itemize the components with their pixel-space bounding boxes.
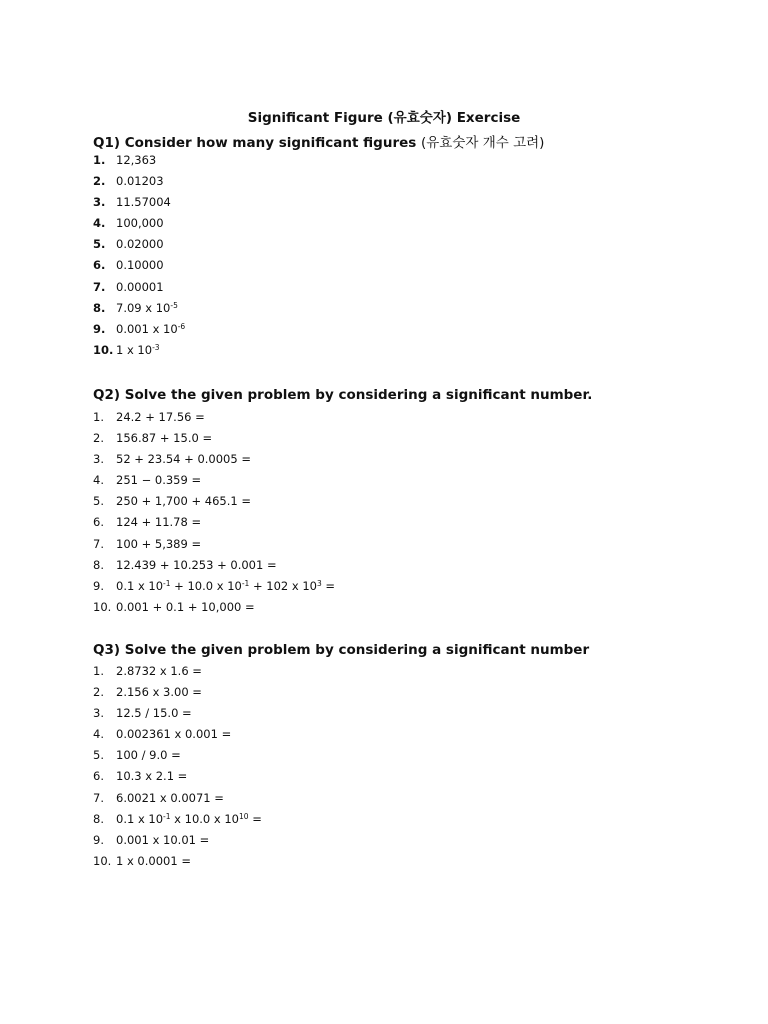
item-number: 8.: [93, 811, 104, 826]
q1-item: [93, 213, 185, 234]
item-expression: [116, 280, 164, 294]
expression-part: 0.1 x 10: [116, 578, 164, 593]
expression-text: 12.5 / 15.0 =: [116, 706, 192, 721]
item-expression: [116, 258, 164, 272]
q1-item: [93, 150, 185, 171]
q1-heading-note: (유효숫자 개수 고려): [421, 135, 545, 151]
q1-list: [93, 150, 185, 361]
item-expression: [116, 216, 164, 230]
q1-heading-text: Q1) Consider how many significant figures: [93, 135, 417, 151]
expression-text: 156.87 + 15.0 =: [116, 431, 213, 446]
q3-item: [93, 830, 262, 851]
exponent: -5: [170, 300, 178, 310]
item-number: 7.: [93, 279, 106, 294]
item-expression: [116, 769, 187, 783]
expression-text: 0.001 x 10: [116, 321, 178, 336]
q1-heading: [93, 131, 544, 151]
q3-list: [93, 661, 262, 872]
item-number: 8.: [93, 557, 104, 572]
item-expression: [116, 685, 202, 699]
item-number: 4.: [93, 727, 104, 742]
expression-text: 11.57004: [116, 195, 171, 210]
expression-part: + 102 x 10: [249, 578, 317, 593]
q1-item: [93, 255, 185, 276]
item-expression: [116, 706, 192, 720]
expression-text: 12.439 + 10.253 + 0.001 =: [116, 557, 277, 572]
q2-item: [93, 407, 335, 428]
expression-text: 100 + 5,389 =: [116, 536, 202, 551]
exponent: -6: [177, 321, 186, 331]
item-number: 1.: [93, 153, 106, 167]
item-number: 7.: [93, 790, 104, 805]
q1-item: [93, 298, 185, 319]
q2-heading: Q2) Solve the given problem by considering a significant number.: [93, 387, 593, 403]
item-expression: [116, 791, 224, 805]
q2-item: [93, 534, 335, 555]
item-number: 5.: [93, 494, 104, 509]
expression-text: 0.002361 x 0.001 =: [116, 727, 232, 742]
q3-item: [93, 745, 262, 766]
q2-list: [93, 407, 335, 618]
q3-item: [93, 809, 262, 830]
item-expression: [116, 833, 209, 847]
q1-item: [93, 319, 185, 340]
q1-item: [93, 171, 185, 192]
item-number: 6.: [93, 515, 104, 530]
item-expression: [116, 854, 191, 868]
exponent: -1: [163, 578, 171, 588]
q1-item: [93, 340, 185, 361]
expression-part: 0.1 x 10: [116, 811, 164, 826]
expression-text: 52 + 23.54 + 0.0005 =: [116, 452, 251, 467]
expression-text: 0.001 x 10.01 =: [116, 832, 210, 847]
item-number: 10.: [93, 342, 114, 357]
item-number: 4.: [93, 473, 104, 488]
item-number: 6.: [93, 258, 106, 273]
item-expression: [116, 195, 171, 209]
item-number: 9.: [93, 578, 104, 593]
item-expression: [116, 748, 181, 762]
item-number: 4.: [93, 216, 106, 231]
item-number: 10.: [93, 853, 112, 868]
expression-text: 100 / 9.0 =: [116, 748, 181, 763]
item-expression: [116, 174, 164, 188]
expression-text: 0.001 + 0.1 + 10,000 =: [116, 599, 255, 614]
q1-item: [93, 234, 185, 255]
item-number: 2.: [93, 174, 106, 189]
expression-text: 2.8732 x 1.6 =: [116, 664, 202, 678]
item-number: 6.: [93, 769, 104, 784]
q3-item: [93, 682, 262, 703]
item-expression: [116, 600, 255, 614]
item-number: 5.: [93, 748, 104, 763]
exponent: -1: [163, 811, 171, 821]
expression-part: + 10.0 x 10: [170, 578, 242, 593]
q3-heading: Q3) Solve the given problem by considering a significant number: [93, 642, 590, 658]
q2-item: [93, 449, 335, 470]
item-expression: [116, 153, 156, 167]
q2-item: [93, 512, 335, 533]
expression-text: 6.0021 x 0.0071 =: [116, 790, 224, 805]
item-expression: [116, 452, 251, 466]
item-number: 3.: [93, 706, 104, 721]
item-number: 5.: [93, 237, 106, 252]
item-expression: [116, 322, 185, 336]
q2-item: [93, 470, 335, 491]
item-number: 8.: [93, 300, 106, 315]
item-number: 9.: [93, 832, 104, 847]
item-number: 2.: [93, 685, 104, 700]
item-number: 1.: [93, 664, 104, 678]
q3-item: [93, 766, 262, 787]
q1-item: [93, 277, 185, 298]
item-expression: [116, 537, 201, 551]
expression-text: 7.09 x 10: [116, 300, 171, 315]
q2-item: [93, 555, 335, 576]
expression-text: 0.01203: [116, 174, 164, 189]
item-expression: 0.1 x $10^{-1} + 10.0$ x $10^{-1} + 102$ x $10^3$ =: [116, 578, 336, 593]
item-expression: [116, 473, 201, 487]
item-expression: [116, 410, 205, 424]
item-expression: [116, 664, 202, 678]
expression-text: 24.2 + 17.56 =: [116, 410, 205, 424]
expression-text: 100,000: [116, 216, 164, 231]
item-number: 7.: [93, 536, 104, 551]
q2-item: [93, 491, 335, 512]
expression-text: 1 x 10: [116, 342, 153, 357]
item-expression: [116, 431, 212, 445]
item-expression: [116, 812, 262, 826]
q3-item: [93, 851, 262, 872]
expression-text: 251 − 0.359 =: [116, 473, 202, 488]
q2-item: [93, 597, 335, 618]
expression-text: 0.00001: [116, 279, 164, 294]
item-expression: [116, 237, 164, 251]
q1-item: [93, 192, 185, 213]
q2-item: [93, 576, 335, 597]
expression-part: x 10.0 x 10: [170, 811, 240, 826]
expression-text: 250 + 1,700 + 465.1 =: [116, 494, 251, 509]
q3-item: [93, 788, 262, 809]
exponent: -3: [152, 342, 160, 352]
item-number: 9.: [93, 321, 106, 336]
exponent: 3: [316, 578, 322, 588]
item-expression: [116, 558, 277, 572]
item-number: 3.: [93, 195, 106, 210]
exponent: -1: [241, 578, 250, 588]
expression-text: 2.156 x 3.00 =: [116, 685, 202, 700]
item-number: 2.: [93, 431, 104, 446]
expression-text: 1 x 0.0001 =: [116, 853, 191, 868]
expression-text: 10.3 x 2.1 =: [116, 769, 188, 784]
item-number: 3.: [93, 452, 104, 467]
expression-text: 12,363: [116, 153, 157, 167]
item-expression: [116, 515, 201, 529]
exponent: 10: [239, 811, 249, 821]
page-title: Significant Figure (유효숫자) Exercise: [247, 110, 521, 126]
q3-item: [93, 661, 262, 682]
q2-item: [93, 428, 335, 449]
expression-text: 0.10000: [116, 258, 164, 273]
expression-text: 124 + 11.78 =: [116, 515, 202, 530]
q3-item: [93, 703, 262, 724]
item-number: 1.: [93, 410, 104, 424]
item-expression: [116, 494, 251, 508]
item-number: 10.: [93, 599, 112, 614]
expression-part: =: [248, 811, 262, 826]
item-expression: [116, 727, 231, 741]
item-expression: [116, 301, 178, 315]
expression-text: 0.02000: [116, 237, 164, 252]
q3-item: [93, 724, 262, 745]
item-expression: [116, 343, 160, 357]
